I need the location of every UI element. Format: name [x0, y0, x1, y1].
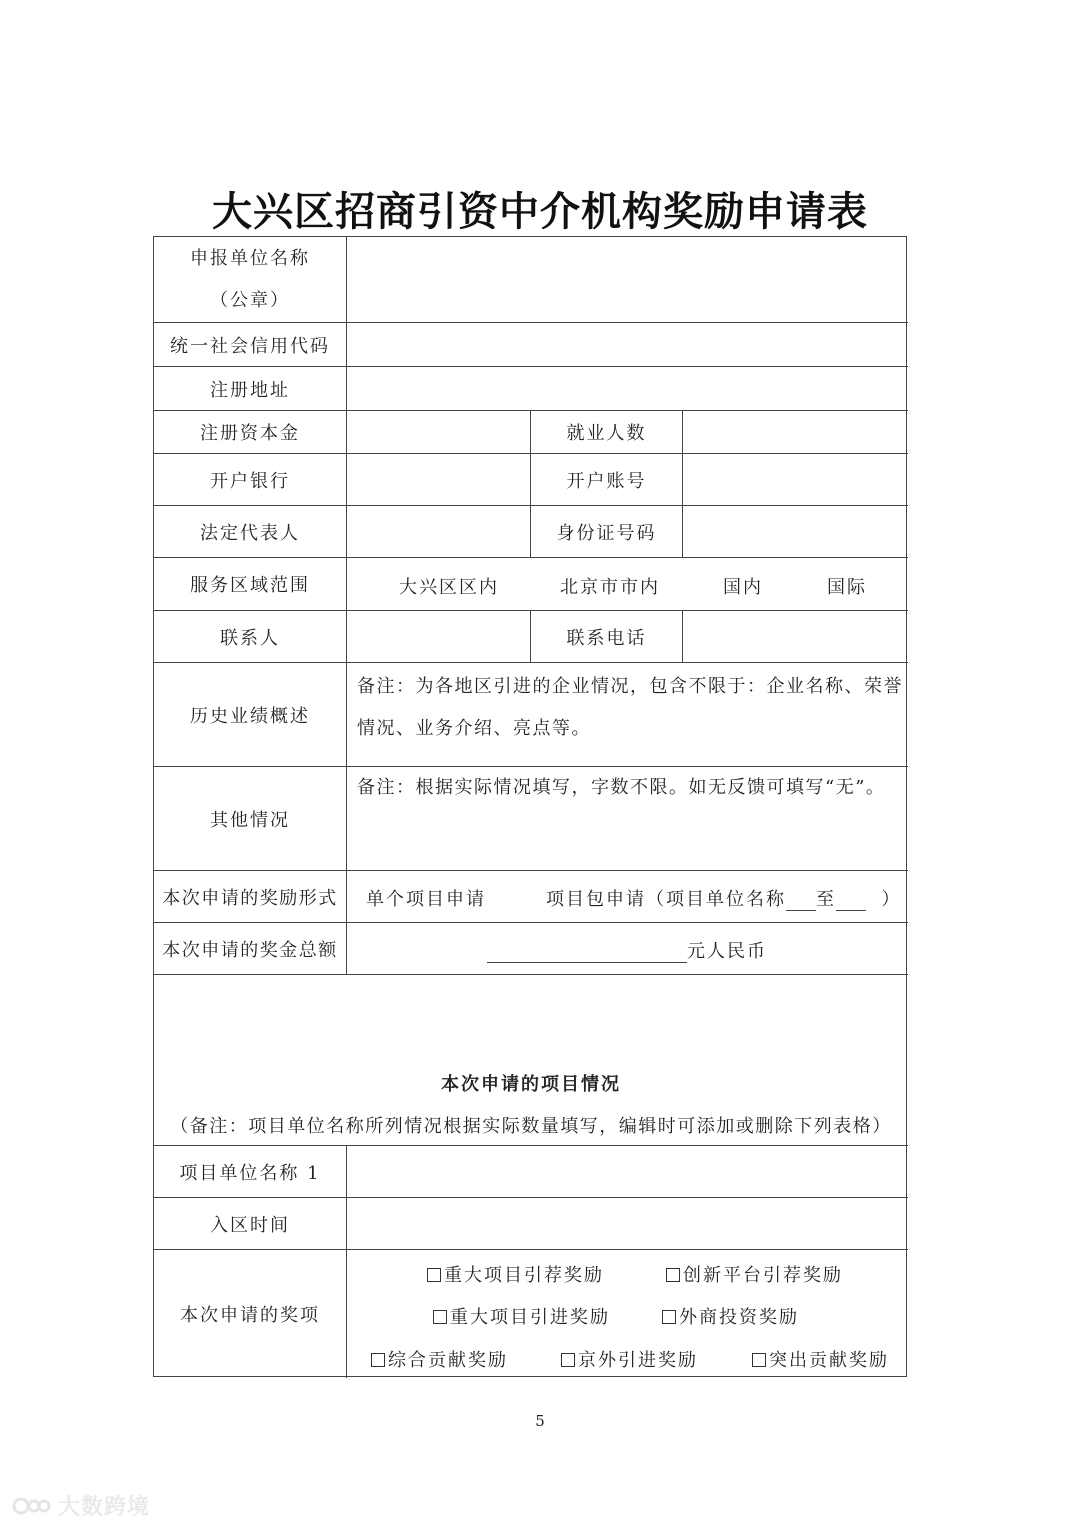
project-unit-field[interactable] — [347, 1146, 908, 1197]
history-note-line: 情况、业务介绍、亮点等。 — [357, 718, 591, 739]
history-label: 历史业绩概述 — [190, 705, 310, 727]
credit-code-label: 统一社会信用代码 — [170, 335, 330, 357]
checkbox-icon — [752, 1353, 766, 1367]
reward-package-option[interactable] — [546, 885, 901, 911]
unit-name-text: 申报单位名称 — [190, 247, 310, 269]
unit-name-field[interactable] — [347, 237, 908, 322]
service-area-label: 服务区域范围 — [190, 575, 310, 596]
award-checkbox[interactable] — [433, 1303, 610, 1329]
contact-phone-field[interactable] — [683, 611, 908, 662]
award-checkbox[interactable] — [662, 1303, 799, 1329]
unit-name-label — [154, 237, 346, 322]
other-field[interactable] — [347, 767, 908, 870]
reward-total-unit: 元人民币 — [687, 941, 767, 962]
package-from-blank[interactable] — [786, 910, 816, 911]
watermark-logo-icon — [12, 1495, 52, 1517]
watermark — [12, 1490, 150, 1521]
award-label: 外商投资奖励 — [679, 1307, 799, 1328]
reward-package-prefix: 项目包申请（项目单位名称 — [546, 889, 786, 910]
reg-capital-label: 注册资本金 — [200, 423, 300, 444]
project-unit-label: 项目单位名称 1 — [179, 1162, 321, 1184]
reward-total-blank[interactable] — [487, 942, 687, 963]
reward-package-mid: 至 — [816, 889, 836, 910]
page-number: 5 — [535, 1412, 545, 1430]
contact-phone-label: 联系电话 — [566, 627, 647, 649]
contact-field[interactable] — [347, 611, 530, 662]
service-area-option[interactable]: 大兴区区内 — [399, 577, 499, 598]
award-checkbox[interactable] — [666, 1261, 843, 1287]
legal-rep-field[interactable] — [347, 506, 530, 557]
reward-total-label: 本次申请的奖金总额 — [162, 939, 338, 961]
project-section-heading: 本次申请的项目情况 — [441, 1074, 621, 1095]
history-note-line: 备注：为各地区引进的企业情况，包含不限于：企业名称、荣誉 — [357, 676, 903, 697]
service-area-option[interactable]: 北京市市内 — [560, 577, 660, 598]
employees-label: 就业人数 — [566, 423, 647, 444]
other-note: 备注：根据实际情况填写，字数不限。如无反馈可填写“无”。 — [357, 777, 886, 798]
awards-label: 本次申请的奖项 — [180, 1305, 320, 1326]
reward-total-field[interactable] — [487, 937, 767, 963]
credit-code-field[interactable] — [347, 323, 908, 366]
award-checkbox[interactable] — [371, 1346, 508, 1372]
checkbox-icon — [662, 1310, 676, 1324]
checkbox-icon — [427, 1268, 441, 1282]
contact-label: 联系人 — [220, 627, 280, 649]
other-label: 其他情况 — [210, 809, 290, 831]
checkbox-icon — [433, 1310, 447, 1324]
bank-label: 开户银行 — [210, 470, 290, 492]
reg-address-field[interactable] — [347, 367, 908, 410]
employees-field[interactable] — [683, 411, 908, 453]
award-label: 重大项目引荐奖励 — [444, 1265, 604, 1286]
checkbox-icon — [371, 1353, 385, 1367]
service-area-option[interactable]: 国内 — [723, 577, 763, 598]
bank-field[interactable] — [347, 454, 530, 505]
reg-capital-field[interactable] — [347, 411, 530, 453]
service-area-option[interactable]: 国际 — [827, 577, 867, 598]
package-to-blank[interactable] — [836, 910, 866, 911]
application-form-table — [153, 236, 907, 1377]
history-field[interactable] — [347, 663, 908, 766]
reward-single-option[interactable]: 单个项目申请 — [366, 889, 486, 910]
checkbox-icon — [666, 1268, 680, 1282]
watermark-text: 大数跨境 — [58, 1495, 151, 1520]
account-field[interactable] — [683, 454, 908, 505]
checkbox-icon — [561, 1353, 575, 1367]
award-checkbox[interactable] — [561, 1346, 698, 1372]
reward-form-label: 本次申请的奖励形式 — [162, 887, 338, 909]
award-label: 京外引进奖励 — [578, 1350, 698, 1371]
form-title: 大兴区招商引资中介机构奖励申请表 — [212, 188, 868, 235]
award-label: 创新平台引荐奖励 — [683, 1265, 843, 1286]
reward-package-suffix: ） — [881, 889, 902, 910]
award-label: 综合贡献奖励 — [388, 1350, 508, 1371]
award-label: 突出贡献奖励 — [769, 1350, 889, 1371]
id-number-field[interactable] — [683, 506, 908, 557]
row-divider — [154, 974, 908, 975]
reg-address-label: 注册地址 — [210, 379, 290, 401]
unit-seal-text: （公章） — [210, 289, 290, 311]
award-checkbox[interactable] — [427, 1261, 604, 1287]
project-section-note: （备注：项目单位名称所列情况根据实际数量填写，编辑时可添加或删除下列表格） — [170, 1116, 892, 1137]
account-label: 开户账号 — [566, 470, 647, 492]
award-label: 重大项目引进奖励 — [450, 1307, 610, 1328]
entry-time-field[interactable] — [347, 1198, 908, 1249]
id-number-label: 身份证号码 — [556, 522, 657, 544]
legal-rep-label: 法定代表人 — [200, 522, 300, 544]
award-checkbox[interactable] — [752, 1346, 889, 1372]
entry-time-label: 入区时间 — [210, 1214, 290, 1236]
